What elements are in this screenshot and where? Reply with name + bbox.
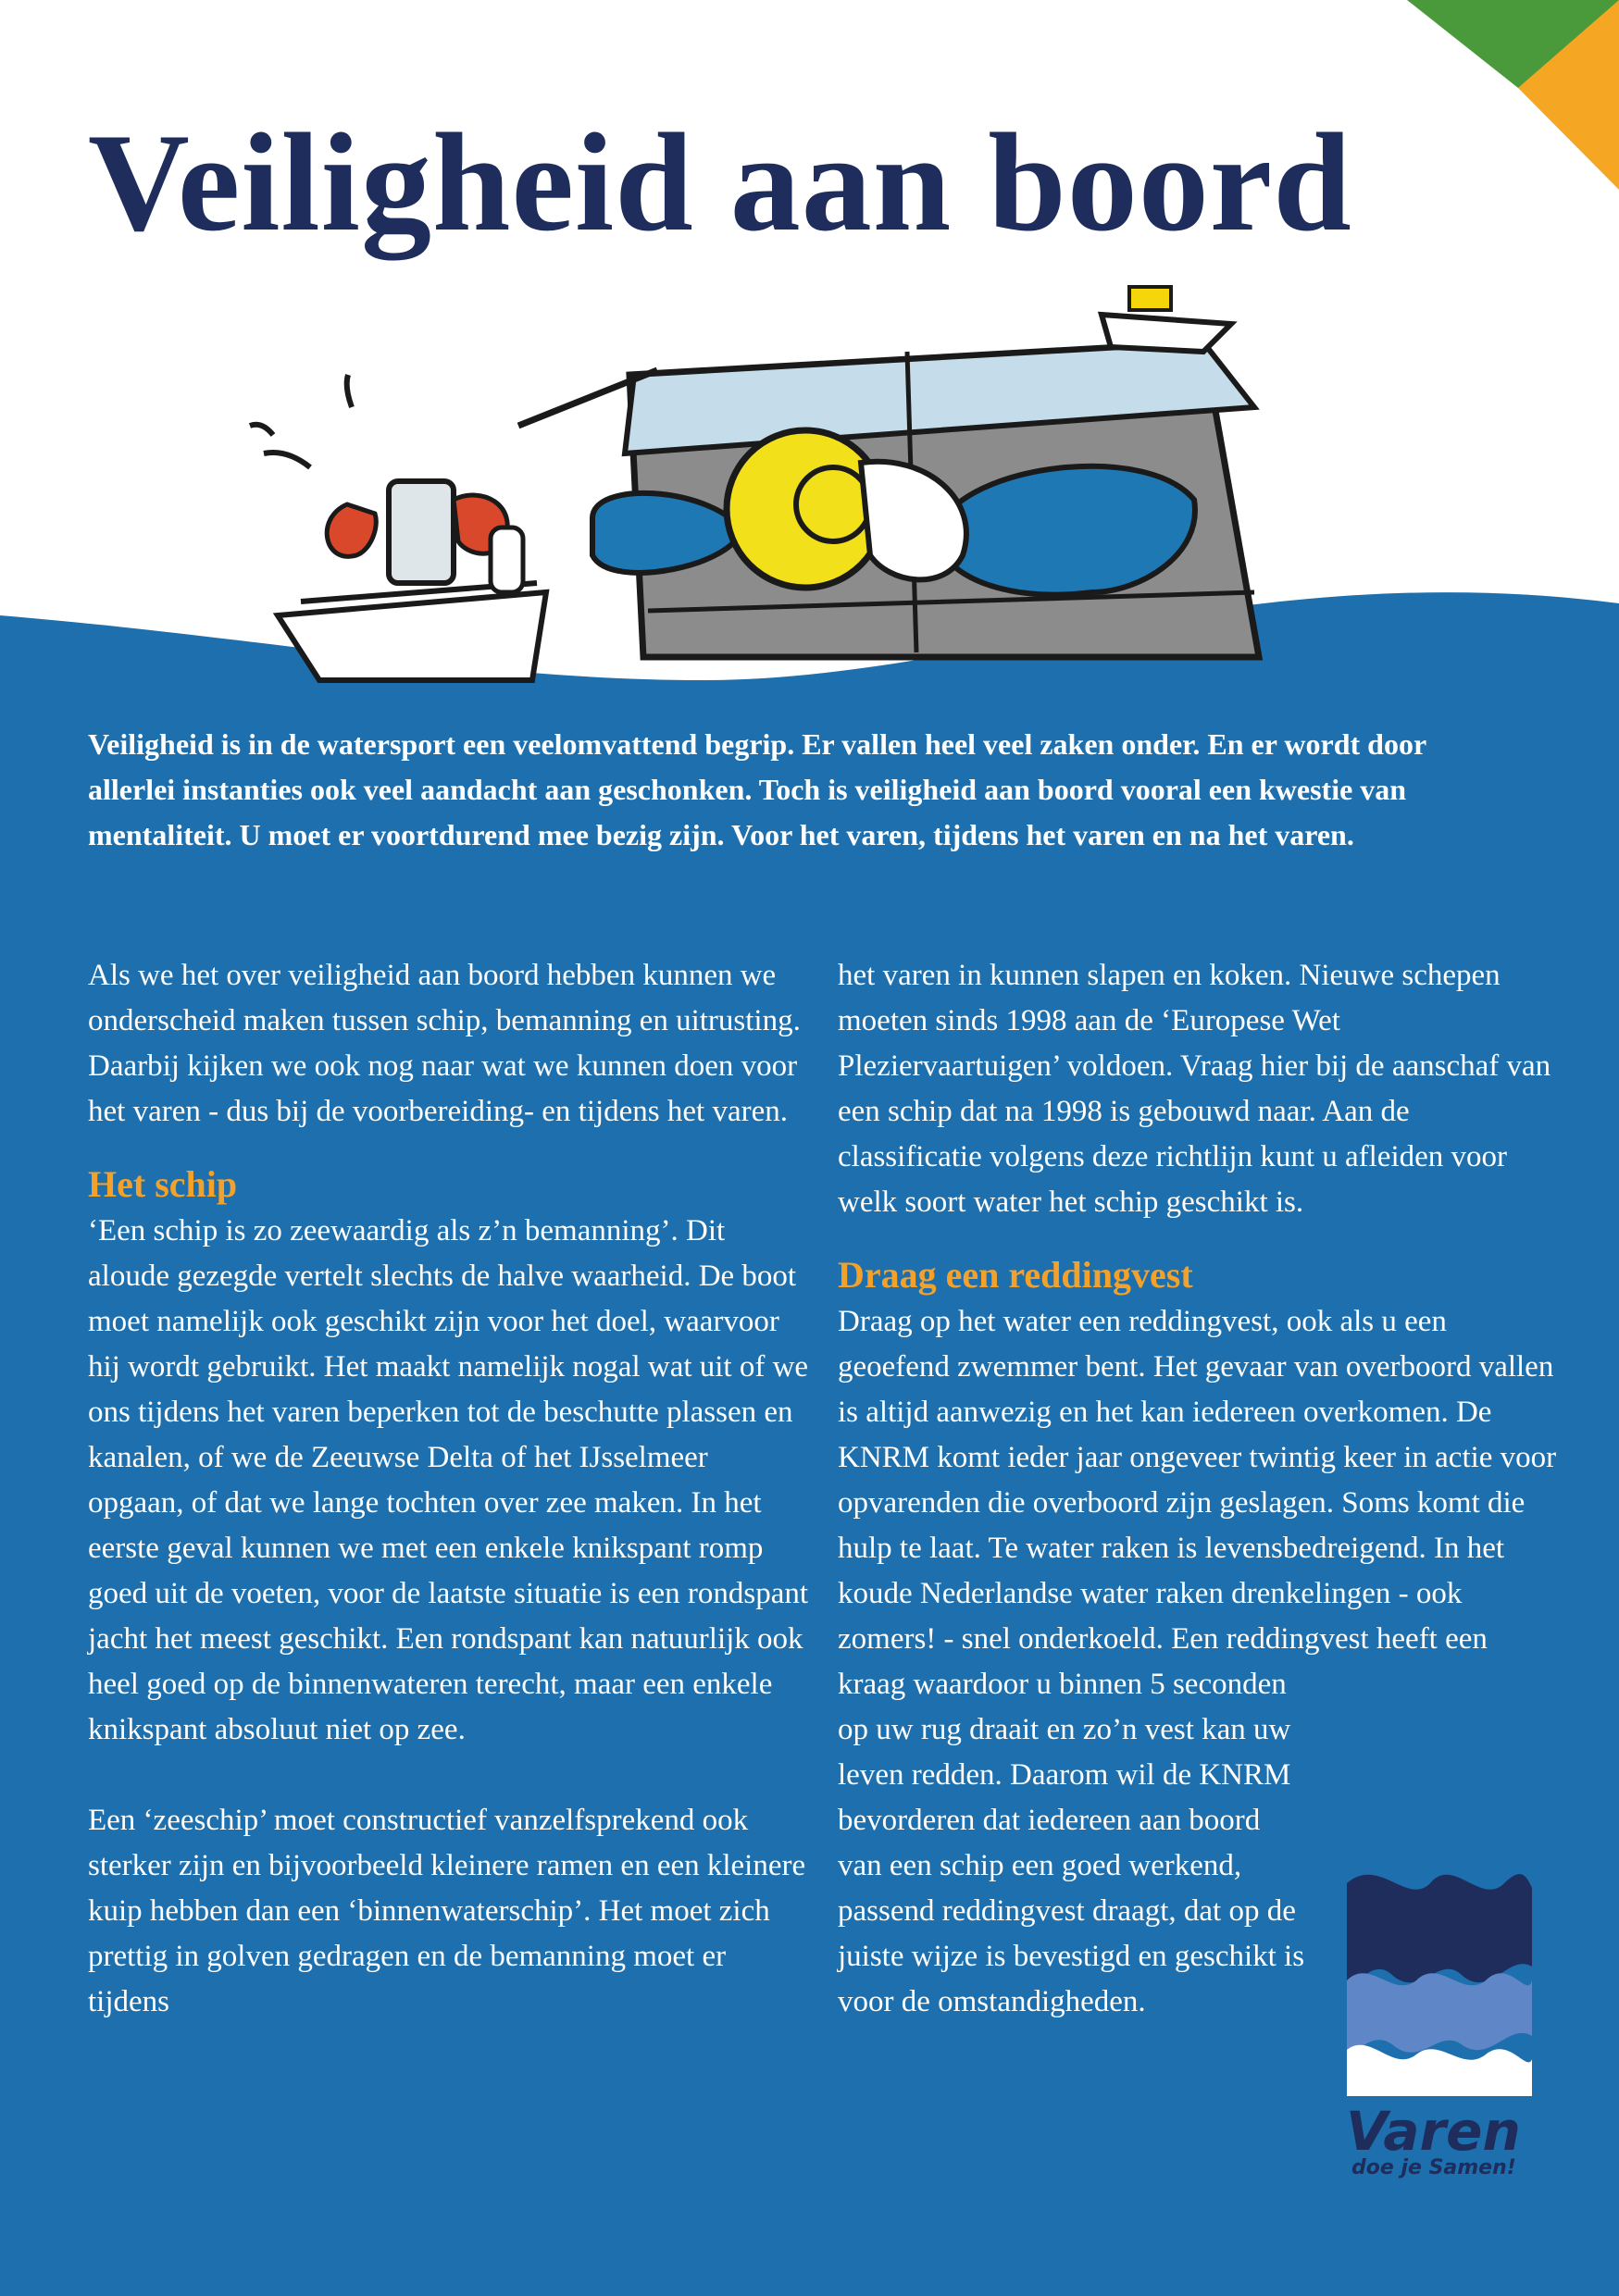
page-title: Veiligheid aan boord bbox=[88, 105, 1352, 260]
left-paragraph-2: ‘Een schip is zo zeewaardig als z’n bemanning’. Dit aloude gezegde vertelt slechts de halve waarheid. De boot moet namelijk ook geschikt zijn voor het doel, waarvoor hij wordt gebruikt. Het maakt namelijk nogal wat uit of we ons tijdens het varen beperken tot de beschutte plassen en kanalen, of we de Zeeuwse Delta of het IJsselmeer opgaan, of dat we lange tochten over zee maken. In het eerste geval kunnen we met een enkele knikspant romp goed uit de voeten, voor de laatste situatie is een rondspant jacht het meest geschikt. Een rondspant kan natuurlijk ook heel goed op de binnenwateren terecht, maar een enkele knikspant absoluut niet op zee. bbox=[88, 1214, 809, 1746]
small-boat-illustration bbox=[250, 375, 546, 680]
right-paragraph-2: Draag op het water een reddingvest, ook als u een geoefend zwemmer bent. Het gevaar van overboord vallen is altijd aanwezig en het kan iedereen overkomen. De KNRM komt ieder jaar ongeveer twintig keer in actie voor opvarenden die overboord zijn geslagen. Soms komt die hulp te laat. Te water raken is levensbedreigend. In het koude Nederlandse water raken drenkelingen - ook zomers! - snel onderkoeld. Een reddingvest heeft een kraag waardoor u binnen 5 seconden bbox=[838, 1305, 1557, 1701]
heading-reddingvest: Draag een reddingvest bbox=[838, 1254, 1193, 1296]
right-paragraph-3: op uw rug draait en zo’n vest kan uw leven redden. Daarom wil de KNRM bevorderen dat iedereen aan boord van een schip een goed werkend, passend reddingvest draagt, dat op de juiste wijze is bevestigd en geschikt is voor de omstandigheden. bbox=[838, 1713, 1305, 2018]
heading-het-schip: Het schip bbox=[88, 1163, 238, 1205]
logo-slogan: doe je Samen! bbox=[1351, 2156, 1516, 2179]
varen-logo bbox=[1342, 2096, 1546, 2179]
logo-brand: Varen bbox=[1346, 2100, 1521, 2163]
right-paragraph-1: het varen in kunnen slapen en koken. Nieuwe schepen moeten sinds 1998 aan de ‘Europese Wet Pleziervaartuigen’ voldoen. Vraag hier bij de aanschaf van een schip dat na 1998 is gebouwd naar. Aan de classificatie volgens deze richtlijn kunt u afleiden voor welk soort water het schip geschikt is. bbox=[838, 959, 1551, 1219]
left-paragraph-1: Als we het over veiligheid aan boord hebben kunnen we onderscheid maken tussen schip, bemanning en uitrusting. Daarbij kijken we ook nog naar wat we kunnen doen voor het varen - dus bij de voorbereiding- en tijdens het varen. bbox=[88, 959, 801, 1128]
large-boat-illustration bbox=[518, 287, 1259, 657]
left-column bbox=[88, 953, 810, 2025]
left-paragraph-3: Een ‘zeeschip’ moet constructief vanzelfsprekend ook sterker zijn en bijvoorbeeld kleinere ramen en een kleinere kuip hebben dan een ‘binnenwaterschip’. Het moet zich prettig in golven gedragen en de bemanning moet er tijdens bbox=[88, 1804, 806, 2018]
right-column bbox=[838, 953, 1560, 2025]
intro-paragraph: Veiligheid is in de watersport een veelomvattend begrip. Er vallen heel veel zaken onder. En er wordt door allerlei instanties ook veel aandacht aan geschonken. Toch is veiligheid aan boord vooral een kwestie van mentaliteit. U moet er voortdurend mee bezig zijn. Voor het varen, tijdens het varen en na het varen. bbox=[88, 727, 1426, 851]
